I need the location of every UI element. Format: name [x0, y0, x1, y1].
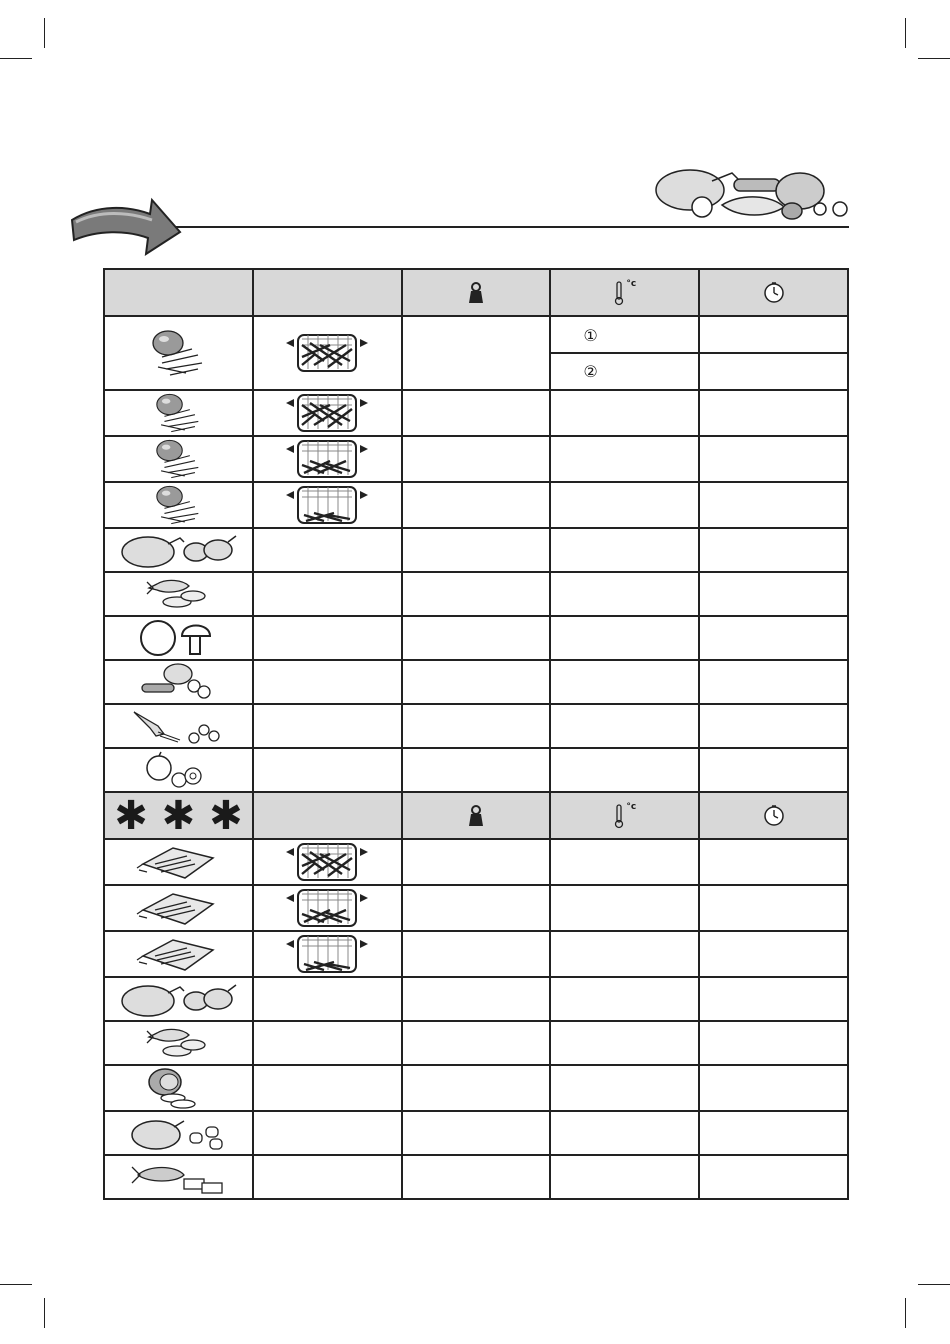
temperature-cell: [550, 704, 699, 748]
header-time: [699, 269, 848, 316]
basket-cell: [253, 528, 402, 572]
weight-cell: [402, 482, 551, 528]
header-food: [104, 269, 253, 316]
header-temperature: [550, 792, 699, 839]
weight-cell: [402, 839, 551, 885]
frozen-symbol-cell: [104, 792, 253, 839]
basket-cell: [253, 482, 402, 528]
food-cell: [104, 885, 253, 931]
header-time: [699, 792, 848, 839]
weight-cell: [402, 436, 551, 482]
table-row: [104, 390, 848, 436]
chicken-nuggets-icon: [128, 1113, 228, 1153]
weight-cell: [402, 748, 551, 792]
table-row: [104, 528, 848, 572]
basket-cell: [253, 390, 402, 436]
header-basket: [253, 269, 402, 316]
weight-cell: [402, 390, 551, 436]
temperature-unit: °c: [626, 278, 637, 289]
table-row: [104, 1155, 848, 1199]
arrow-icon: [68, 196, 183, 260]
time-cell: [699, 316, 848, 390]
basket-half-icon: [284, 886, 370, 930]
time-stage-one: [700, 318, 847, 354]
temperature-cell: [550, 885, 699, 931]
temperature-cell: [550, 528, 699, 572]
weight-cell: [402, 1155, 551, 1199]
basket-cell: [253, 1111, 402, 1155]
thermometer-icon: [613, 803, 625, 829]
time-stage-two: [700, 354, 847, 388]
crop-mark: [905, 1298, 906, 1328]
basket-cell: [253, 1021, 402, 1065]
basket-cell: [253, 316, 402, 390]
table-row: [104, 1021, 848, 1065]
time-cell: [699, 436, 848, 482]
basket-cell: [253, 839, 402, 885]
time-cell: [699, 482, 848, 528]
time-cell: [699, 572, 848, 616]
temperature-cell: [550, 660, 699, 704]
crop-mark: [44, 18, 45, 48]
food-cell: [104, 931, 253, 977]
crop-mark: [918, 58, 950, 59]
food-cell: [104, 660, 253, 704]
weight-cell: [402, 1021, 551, 1065]
fish-icon: [143, 574, 213, 614]
mushroom-icon: [138, 618, 218, 658]
temperature-cell: [550, 931, 699, 977]
header-weight: [402, 792, 551, 839]
weight-cell: [402, 1065, 551, 1111]
weight-cell: [402, 885, 551, 931]
time-cell: [699, 616, 848, 660]
food-cell: [104, 316, 253, 390]
time-cell: [699, 977, 848, 1021]
meat-roll-icon: [143, 1066, 213, 1110]
weight-icon: [466, 281, 486, 305]
temperature-cell: [550, 390, 699, 436]
basket-cell: [253, 572, 402, 616]
basket-cell: [253, 436, 402, 482]
frozen-fries-bag-icon: [133, 934, 223, 974]
time-cell: [699, 660, 848, 704]
temperature-cell: [550, 1021, 699, 1065]
table-row: [104, 482, 848, 528]
time-cell: [699, 1021, 848, 1065]
time-cell: [699, 1111, 848, 1155]
food-cell: [104, 616, 253, 660]
basket-third-icon: [284, 932, 370, 976]
potato-fries-icon: [150, 391, 206, 435]
weight-cell: [402, 704, 551, 748]
fish-sticks-icon: [128, 1157, 228, 1197]
frozen-symbol: ✱ ✱ ✱: [114, 792, 243, 839]
crop-mark: [44, 1298, 45, 1328]
weight-cell: [402, 977, 551, 1021]
potato-fries-icon: [148, 327, 208, 379]
frozen-fries-bag-icon: [133, 842, 223, 882]
temperature-cell: [550, 1111, 699, 1155]
temperature-cell: [550, 572, 699, 616]
stage-one: [551, 318, 698, 354]
basket-cell: [253, 1065, 402, 1111]
stage-two-label: ②: [583, 361, 598, 381]
food-cell: [104, 572, 253, 616]
temperature-cell: [550, 748, 699, 792]
food-cell: [104, 839, 253, 885]
cooking-table: [103, 268, 849, 1200]
food-cell: [104, 1111, 253, 1155]
crop-mark: [0, 1284, 32, 1285]
table-header-row: [104, 269, 848, 316]
frozen-header-row: [104, 792, 848, 839]
temperature-cell: [550, 1155, 699, 1199]
basket-cell: [253, 748, 402, 792]
squid-rings-icon: [128, 706, 228, 746]
fish-icon: [143, 1023, 213, 1063]
basket-cell: [253, 885, 402, 931]
time-cell: [699, 885, 848, 931]
temperature-cell: [550, 482, 699, 528]
sausage-onion-icon: [138, 662, 218, 702]
clock-icon: [762, 804, 786, 828]
table-row: [104, 748, 848, 792]
basket-cell: [253, 1155, 402, 1199]
weight-cell: [402, 316, 551, 390]
basket-cell: [253, 616, 402, 660]
temperature-cell: [550, 977, 699, 1021]
stage-two: [551, 354, 698, 388]
weight-cell: [402, 572, 551, 616]
food-cell: [104, 436, 253, 482]
temperature-cell: [550, 839, 699, 885]
crop-mark: [905, 18, 906, 48]
weight-cell: [402, 616, 551, 660]
table-row: [104, 931, 848, 977]
basket-cell: [253, 977, 402, 1021]
temperature-cell: [550, 1065, 699, 1111]
time-cell: [699, 528, 848, 572]
food-cell: [104, 390, 253, 436]
time-cell: [699, 1155, 848, 1199]
food-cell: [104, 482, 253, 528]
stage-one-label: ①: [583, 325, 598, 345]
weight-cell: [402, 1111, 551, 1155]
table-row: [104, 704, 848, 748]
temperature-cell: [550, 616, 699, 660]
temperature-cell: [550, 316, 699, 390]
basket-full-icon: [284, 391, 370, 435]
potato-fries-icon: [150, 483, 206, 527]
basket-cell: [253, 931, 402, 977]
table-row: [104, 885, 848, 931]
basket-third-icon: [284, 483, 370, 527]
thermometer-icon: [613, 280, 625, 306]
time-cell: [699, 839, 848, 885]
table-row: [104, 1111, 848, 1155]
temperature-cell: [550, 436, 699, 482]
table-row: [104, 616, 848, 660]
table-row: [104, 977, 848, 1021]
clock-icon: [762, 281, 786, 305]
time-cell: [699, 931, 848, 977]
food-cell: [104, 977, 253, 1021]
table-row: [104, 436, 848, 482]
food-cell: [104, 704, 253, 748]
table-row: [104, 316, 848, 390]
weight-cell: [402, 528, 551, 572]
basket-full-icon: [284, 331, 370, 375]
chicken-icon: [118, 530, 238, 570]
table-row: [104, 572, 848, 616]
basket-cell: [253, 660, 402, 704]
table-row: [104, 839, 848, 885]
chicken-icon: [118, 979, 238, 1019]
food-cell: [104, 1021, 253, 1065]
food-cell: [104, 528, 253, 572]
header-temperature: [550, 269, 699, 316]
basket-half-icon: [284, 437, 370, 481]
apple-rings-icon: [143, 750, 213, 790]
time-cell: [699, 748, 848, 792]
header-basket: [253, 792, 402, 839]
weight-cell: [402, 660, 551, 704]
basket-full-icon: [284, 840, 370, 884]
table-row: [104, 1065, 848, 1111]
time-cell: [699, 390, 848, 436]
time-cell: [699, 1065, 848, 1111]
table-row: [104, 660, 848, 704]
weight-cell: [402, 931, 551, 977]
crop-mark: [918, 1284, 950, 1285]
basket-cell: [253, 704, 402, 748]
weight-icon: [466, 804, 486, 828]
crop-mark: [0, 58, 32, 59]
temperature-unit: °c: [626, 801, 637, 812]
food-illustration: [652, 165, 852, 225]
food-cell: [104, 1065, 253, 1111]
frozen-fries-bag-icon: [133, 888, 223, 928]
food-cell: [104, 1155, 253, 1199]
food-cell: [104, 748, 253, 792]
header-rule: [175, 226, 849, 228]
time-cell: [699, 704, 848, 748]
header-weight: [402, 269, 551, 316]
potato-fries-icon: [150, 437, 206, 481]
